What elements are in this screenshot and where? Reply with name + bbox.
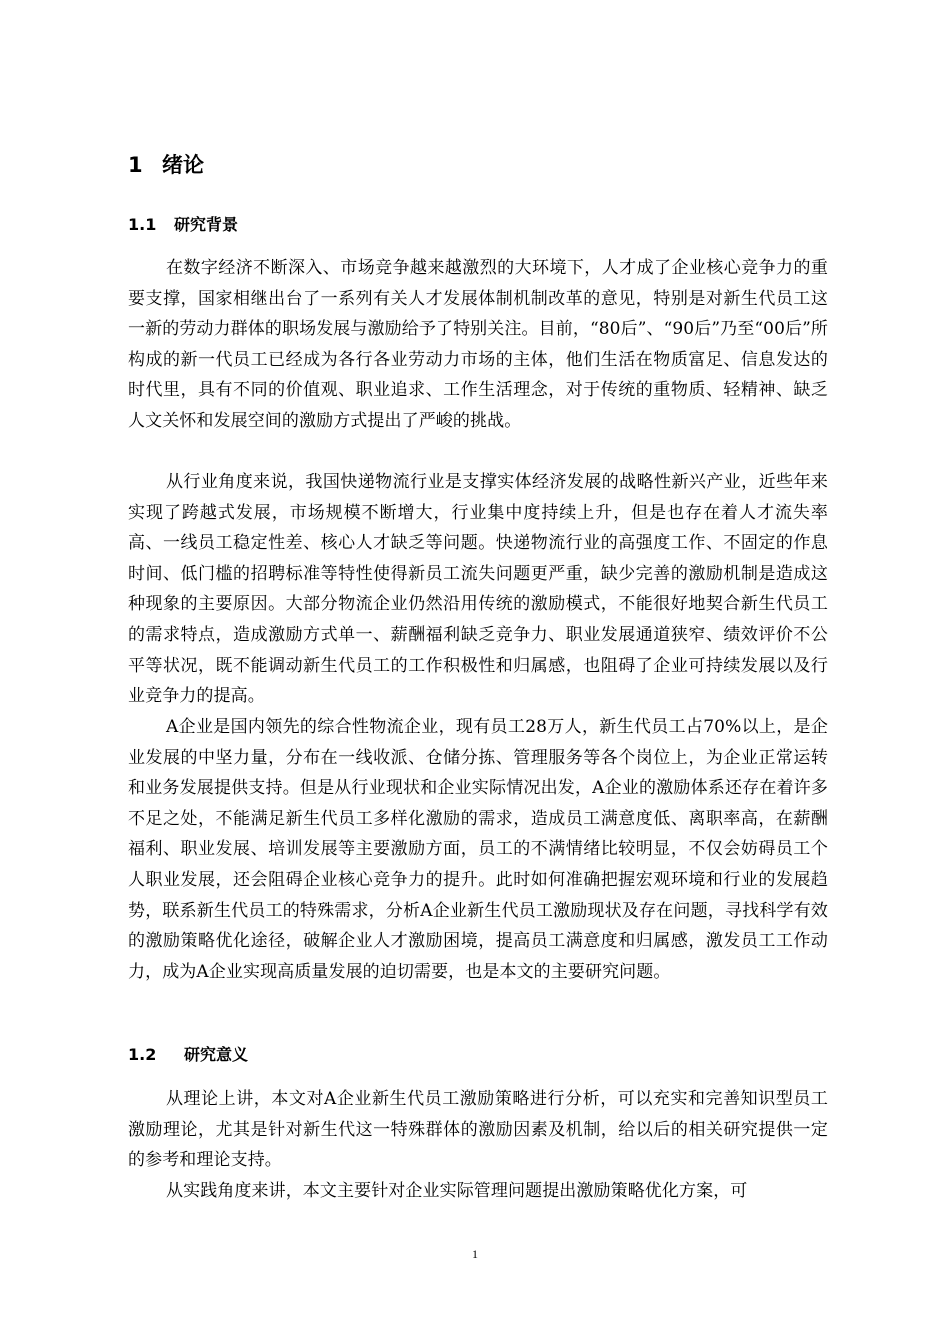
section-heading-significance: [128, 1042, 248, 1068]
section-title: 研究背景: [174, 215, 239, 234]
body-paragraph: 在数字经济不断深入、市场竞争越来越激烈的大环境下，人才成了企业核心竞争力的重要支撑，国家相继出台了一系列有关人才发展体制机制改革的意见，特别是对新生代员工这一新的劳动力群体的职场发展与激励给予了特别关注。目前，“80后”、“90后”乃至“00后”所构成的新一代员工已经成为各行各业劳动力市场的主体，他们生活在物质富足、信息发达的时代里，具有不同的价值观、职业追求、工作生活理念，对于传统的重物质、轻精神、缺乏人文关怀和发展空间的激励方式提出了严峻的挑战。: [128, 258, 828, 431]
section-title: 研究意义: [184, 1045, 249, 1064]
chapter-number: 1: [128, 153, 143, 177]
chapter-title: 绪论: [162, 153, 204, 177]
body-paragraph: A企业是国内领先的综合性物流企业，现有员工28万人，新生代员工占70%以上，是企业发展的中坚力量，分布在一线收派、仓储分拣、管理服务等各个岗位上，为企业正常运转和业务发展提供支持。但是从行业现状和企业实际情况出发，A企业的激励体系还存在着许多不足之处，不能满足新生代员工多样化激励的需求，造成员工满意度低、离职率高，在薪酬福利、职业发展、培训发展等主要激励方面，员工的不满情绪比较明显，不仅会妨碍员工个人职业发展，还会阻碍企业核心竞争力的提升。此时如何准确把握宏观环境和行业的发展趋势，联系新生代员工的特殊需求，分析A企业新生代员工激励现状及存在问题，寻找科学有效的激励策略优化途径，破解企业人才激励困境，提高员工满意度和归属感，激发员工工作动力，成为A企业实现高质量发展的迫切需要，也是本文的主要研究问题。: [128, 717, 828, 982]
section-number: 1.2: [128, 1045, 157, 1064]
body-paragraph: 从理论上讲，本文对A企业新生代员工激励策略进行分析，可以充实和完善知识型员工激励理论，尤其是针对新生代这一特殊群体的激励因素及机制，给以后的相关研究提供一定的参考和理论支持。: [128, 1089, 828, 1171]
section-number: 1.1: [128, 215, 157, 234]
page-number: 1: [472, 1247, 478, 1261]
body-paragraph: 从实践角度来讲，本文主要针对企业实际管理问题提出激励策略优化方案，可: [166, 1181, 748, 1201]
section-heading-background: [128, 212, 238, 238]
body-paragraph: 从行业角度来说，我国快递物流行业是支撑实体经济发展的战略性新兴产业，近些年来实现了跨越式发展，市场规模不断增大，行业集中度持续上升，但是也存在着人才流失率高、一线员工稳定性差、核心人才缺乏等问题。快递物流行业的高强度工作、不固定的作息时间、低门槛的招聘标准等特性使得新员工流失问题更严重，缺少完善的激励机制是造成这种现象的主要原因。大部分物流企业仍然沿用传统的激励模式，不能很好地契合新生代员工的需求特点，造成激励方式单一、薪酬福利缺乏竞争力、职业发展通道狭窄、绩效评价不公平等状况，既不能调动新生代员工的工作积极性和归属感，也阻碍了企业可持续发展以及行业竞争力的提高。: [128, 472, 828, 707]
chapter-heading: [128, 150, 204, 180]
